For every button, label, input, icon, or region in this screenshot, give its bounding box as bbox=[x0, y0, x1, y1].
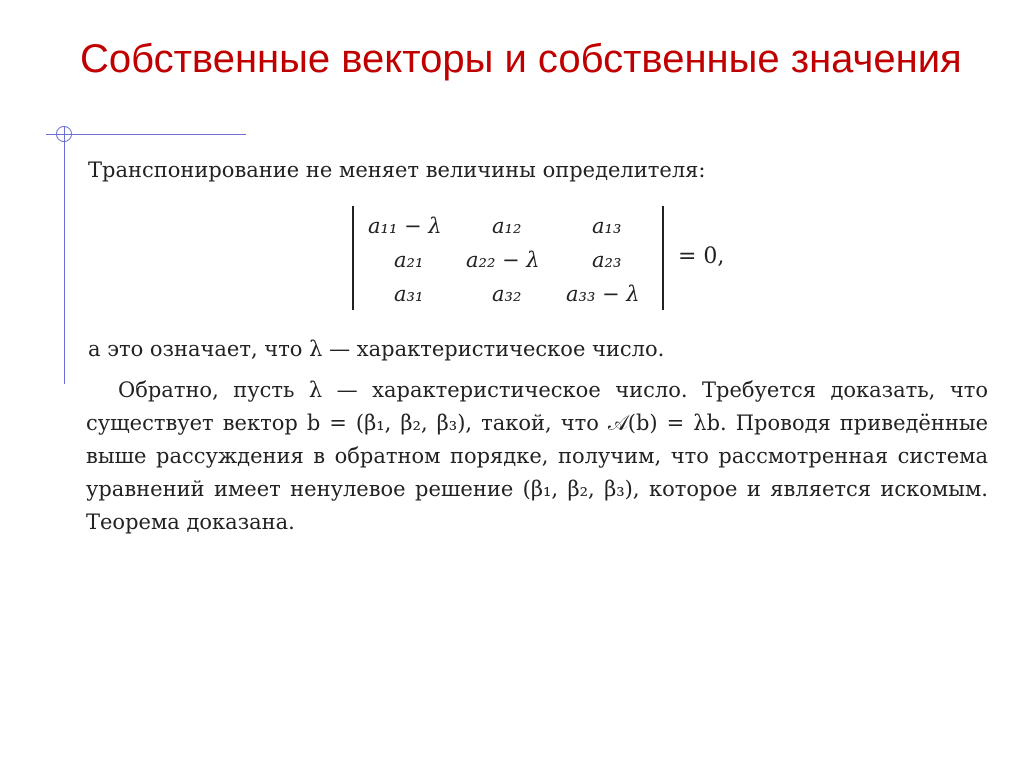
proof-paragraph bbox=[86, 374, 988, 539]
det-cell: a₃₂ bbox=[492, 282, 522, 306]
proof-text: Обратно, пусть λ — характеристическое число. Требуется доказать, что существует вектор b = (β₁, β₂, β₃), такой, что 𝒜(b) = λb. Проводя приведённые выше рассуждения в обратном порядке, получим, что рассмотренная система уравнений имеет ненулевое решение (β₁, β₂, β₃), которое и является искомым. Теорема доказана. bbox=[86, 378, 988, 534]
det-cell: a₃₁ bbox=[394, 282, 424, 306]
determinant-left-bar bbox=[352, 206, 354, 310]
det-cell: a₁₂ bbox=[492, 214, 522, 238]
det-cell: a₁₁ − λ bbox=[368, 214, 442, 238]
conclusion-line: а это означает, что λ — характеристическое число. bbox=[88, 337, 665, 361]
det-cell: a₂₃ bbox=[592, 248, 622, 272]
intro-line: Транспонирование не меняет величины определителя: bbox=[88, 158, 706, 182]
decorative-vertical-line bbox=[64, 126, 65, 384]
decorative-circle-icon bbox=[56, 126, 72, 142]
slide-title: Собственные векторы и собственные значения bbox=[80, 37, 962, 81]
determinant-right-bar bbox=[662, 206, 664, 310]
determinant-equals: = 0, bbox=[678, 244, 725, 269]
det-cell: a₁₃ bbox=[592, 214, 622, 238]
decorative-horizontal-line bbox=[46, 134, 246, 135]
det-cell: a₂₁ bbox=[394, 248, 424, 272]
det-cell: a₂₂ − λ bbox=[466, 248, 540, 272]
det-cell: a₃₃ − λ bbox=[566, 282, 640, 306]
